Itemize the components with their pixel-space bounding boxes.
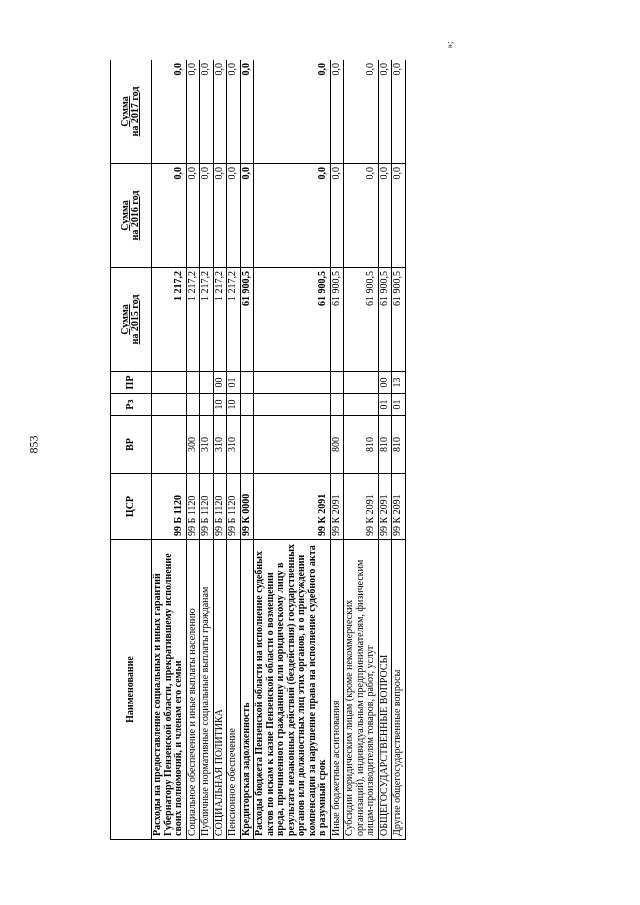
table-row <box>213 60 227 840</box>
row-rz: 01 <box>378 394 392 416</box>
row-name: Расходы бюджета Пензенской области на исполнение судебных актов по искам к казне Пензенской области о возмещении вреда, причиненного гражданину или юридическому лицу в результате незаконных действий (бездействия) государственных органов или должностных лиц этих органов, и о присуждении компенсации за нарушение права на исполнение судебного акта в разумный срок <box>254 540 331 840</box>
row-sum-2016: 0,0 <box>240 164 254 268</box>
row-pr <box>200 372 214 394</box>
row-sum-2016: 0,0 <box>330 164 344 268</box>
header-sum-2017 <box>111 60 152 164</box>
row-csr: 99 К 2091 <box>330 474 344 540</box>
row-sum-2017: 0,0 <box>392 60 406 164</box>
budget-table <box>110 60 406 840</box>
row-sum-2016: 0,0 <box>344 164 379 268</box>
row-csr: 99 К 2091 <box>344 474 379 540</box>
row-csr: 99 К 2091 <box>254 474 331 540</box>
table-row <box>200 60 214 840</box>
row-rz <box>240 394 254 416</box>
row-sum-2015: 1 217,2 <box>186 268 200 372</box>
row-sum-2015: 1 217,2 <box>227 268 241 372</box>
corner-mark: »; <box>444 41 455 49</box>
header-vr: ВР <box>111 416 152 474</box>
row-name: Социальное обеспечение и иные выплаты населению <box>186 540 200 840</box>
row-vr: 310 <box>227 416 241 474</box>
row-vr: 300 <box>186 416 200 474</box>
header-sum-2017-line2: на 2017 год <box>130 86 141 137</box>
row-sum-2015: 61 900,5 <box>392 268 406 372</box>
table-row <box>392 60 406 840</box>
table-row <box>186 60 200 840</box>
row-pr <box>240 372 254 394</box>
header-csr: ЦСР <box>111 474 152 540</box>
row-name: ОБЩЕГОСУДАРСТВЕННЫЕ ВОПРОСЫ <box>378 540 392 840</box>
row-name: Кредиторская задолженность <box>240 540 254 840</box>
row-sum-2015: 61 900,5 <box>378 268 392 372</box>
row-vr: 310 <box>213 416 227 474</box>
row-csr: 99 Б 1120 <box>227 474 241 540</box>
row-rz <box>152 394 187 416</box>
row-sum-2015: 61 900,5 <box>240 268 254 372</box>
row-csr: 99 Б 1120 <box>152 474 187 540</box>
header-sum-2016 <box>111 164 152 268</box>
row-csr: 99 К 2091 <box>378 474 392 540</box>
row-sum-2017: 0,0 <box>240 60 254 164</box>
row-sum-2016: 0,0 <box>392 164 406 268</box>
header-pr: ПР <box>111 372 152 394</box>
row-name: Другие общегосударственные вопросы <box>392 540 406 840</box>
row-vr: 800 <box>330 416 344 474</box>
row-sum-2015: 1 217,2 <box>152 268 187 372</box>
header-sum-2016-line2: на 2016 год <box>130 190 141 241</box>
row-sum-2016: 0,0 <box>254 164 331 268</box>
header-sum-2017-line1: Сумма <box>119 96 131 127</box>
table-row <box>254 60 331 840</box>
row-sum-2016: 0,0 <box>186 164 200 268</box>
row-name: Расходы на предоставление социальных и иных гарантий Губернатору Пензенской области, прекратившему исполнение своих полномочий, и членам его семьи <box>152 540 187 840</box>
row-sum-2017: 0,0 <box>186 60 200 164</box>
row-name: Публичные нормативные социальные выплаты гражданам <box>200 540 214 840</box>
row-rz <box>344 394 379 416</box>
rotated-table-container <box>110 60 467 840</box>
row-sum-2017: 0,0 <box>330 60 344 164</box>
row-csr: 99 К 2091 <box>392 474 406 540</box>
row-rz: 10 <box>213 394 227 416</box>
row-sum-2017: 0,0 <box>213 60 227 164</box>
row-sum-2015: 1 217,2 <box>213 268 227 372</box>
rotated-page-content <box>110 60 467 840</box>
row-vr <box>240 416 254 474</box>
row-rz <box>254 394 331 416</box>
row-csr: 99 Б 1120 <box>186 474 200 540</box>
header-sum-2016-line1: Сумма <box>119 200 131 231</box>
row-sum-2016: 0,0 <box>200 164 214 268</box>
row-pr <box>330 372 344 394</box>
row-sum-2017: 0,0 <box>378 60 392 164</box>
row-vr <box>152 416 187 474</box>
row-csr: 99 Б 1120 <box>200 474 214 540</box>
row-pr: 00 <box>213 372 227 394</box>
row-sum-2015: 61 900,5 <box>344 268 379 372</box>
row-csr: 99 Б 1120 <box>213 474 227 540</box>
table-row <box>378 60 392 840</box>
header-name: Наименование <box>111 540 152 840</box>
table-row <box>240 60 254 840</box>
row-rz <box>186 394 200 416</box>
row-vr: 810 <box>392 416 406 474</box>
table-row <box>227 60 241 840</box>
row-pr: 01 <box>227 372 241 394</box>
row-pr: 00 <box>378 372 392 394</box>
row-pr <box>152 372 187 394</box>
table-row <box>330 60 344 840</box>
row-sum-2015: 61 900,5 <box>330 268 344 372</box>
row-vr: 310 <box>200 416 214 474</box>
row-name: СОЦИАЛЬНАЯ ПОЛИТИКА <box>213 540 227 840</box>
row-pr <box>186 372 200 394</box>
row-name: Субсидии юридическим лицам (кроме некоммерческих организаций), индивидуальным предпринимателям, физическим лицам-производителям товаров, работ, услуг <box>344 540 379 840</box>
row-sum-2015: 61 900,5 <box>254 268 331 372</box>
row-csr: 99 К 0000 <box>240 474 254 540</box>
row-pr: 13 <box>392 372 406 394</box>
table-row <box>152 60 187 840</box>
row-sum-2017: 0,0 <box>344 60 379 164</box>
table-header-row <box>111 60 152 840</box>
row-sum-2017: 0,0 <box>254 60 331 164</box>
row-sum-2017: 0,0 <box>227 60 241 164</box>
row-pr <box>344 372 379 394</box>
row-rz <box>330 394 344 416</box>
row-rz <box>200 394 214 416</box>
table-row <box>344 60 379 840</box>
header-sum-2015 <box>111 268 152 372</box>
row-sum-2016: 0,0 <box>152 164 187 268</box>
header-sum-2015-line1: Сумма <box>119 304 131 335</box>
row-rz: 10 <box>227 394 241 416</box>
row-rz: 01 <box>392 394 406 416</box>
row-vr <box>254 416 331 474</box>
page-number: 853 <box>26 435 41 454</box>
header-sum-2015-line2: на 2015 год <box>130 294 141 345</box>
row-sum-2016: 0,0 <box>378 164 392 268</box>
row-sum-2017: 0,0 <box>200 60 214 164</box>
row-pr <box>254 372 331 394</box>
row-vr: 810 <box>344 416 379 474</box>
row-sum-2017: 0,0 <box>152 60 187 164</box>
row-sum-2016: 0,0 <box>213 164 227 268</box>
row-sum-2016: 0,0 <box>227 164 241 268</box>
header-rz: Рз <box>111 394 152 416</box>
row-sum-2015: 1 217,2 <box>200 268 214 372</box>
row-vr: 810 <box>378 416 392 474</box>
row-name: Иные бюджетные ассигнования <box>330 540 344 840</box>
row-name: Пенсионное обеспечение <box>227 540 241 840</box>
